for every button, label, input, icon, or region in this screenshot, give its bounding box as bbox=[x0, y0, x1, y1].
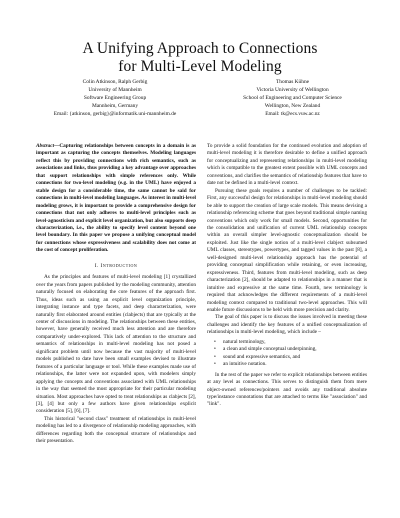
right-column bbox=[207, 143, 367, 409]
body-paragraph-2: Pursuing these goals requires a number of challenges to be tackled: First, any successful design for relationships in multi-level modeling should be able to support the creation of large scale models. This means devising a relationship referencing scheme that goes beyond traditional simple naming conventions which only work for small models. Second, opportunities for the consolidation and unification of current UML relationship concepts within an overall simpler level-agnostic conceptualization should be exploited. Just like the single notion of a multi-level clabject subsumed UML classes, stereotypes, powertypes, and tagged values in the past [8], a well-designed multi-level relationship approach has the potential of providing conceptual simplification while retaining, or even increasing, expressiveness. Third, features from multi-level modeling, such as deep characterization [2], should be adapted to relationships in a manner that is intuitive and expressive at the same time. Fourth, new terminology is required that acknowledges the different requirements of a multi-level modeling context compared to traditional two-level approaches. This will enable future discussions to be held with more precision and clarity. bbox=[207, 187, 367, 313]
author-names: Colin Atkinson, Ralph Gerbig bbox=[82, 79, 148, 85]
list-item: • natural terminology, bbox=[223, 339, 367, 346]
intro-paragraph-2: This historical "second class" treatment of relationships in multi-level modeling has led to a divergence of relationship modeling approaches, with differences regarding both the conceptual structure of relationships and their presentation. bbox=[36, 415, 196, 445]
author-names: Thomas Kühne bbox=[275, 79, 310, 85]
body-paragraph-4: In the rest of the paper we refer to explicit relationships between entities at any level as connections. This serves to distinguish them from mere object-owned references/pointers and avoids any traditional absolute type/instance connotations that are attached to terms like "association" and "link". bbox=[207, 371, 367, 408]
title-line-1: A Unifying Approach to Connections bbox=[82, 40, 318, 57]
abstract-text: —Capturing relationships between concepts in a domain is as important as capturing the concepts themselves. Modeling languages reflect this by providing connections with rich semantics, such as associations and links, thus providing a key advantage over approaches that support relationships with simple references only. While connections for two-level modeling (e.g. in the UML) have enjoyed a stable design for a considerable time, the same cannot be said for connections in multi-level modeling languages. As interest in multi-level modeling grows, it is important to provide a comprehensive design for connections that not only adheres to multi-level principles such as level-agnosticism and explicit level organization, but also supports deep characterization, i.e., the ability to specify level content beyond one level boundary. In this paper we propose a unifying conceptual model for connections whose expressiveness and scalability does not come at the cost of concept proliferation. bbox=[36, 143, 196, 254]
list-item: • sound and expressive semantics, and bbox=[223, 354, 367, 361]
author-group: School of Engineering and Computer Science bbox=[243, 95, 342, 101]
author-email: Email: tk@ecs.vuw.ac.nz bbox=[265, 111, 320, 117]
list-item: • a clean and simple conceptual underpinning, bbox=[223, 346, 367, 353]
section-heading: I. Introduction bbox=[94, 262, 138, 269]
list-item: • an intuitive notation. bbox=[223, 361, 367, 368]
title-line-2: for Multi-Level Modeling bbox=[118, 58, 282, 75]
body-paragraph-3: The goal of this paper is to discuss the issues involved in meeting these challenges and identify the key features of a unified conceptualization of relationships in multi-level modeling, which include – bbox=[207, 314, 367, 336]
author-location: Mannheim, Germany bbox=[91, 103, 139, 109]
abstract bbox=[36, 143, 196, 255]
feature-list bbox=[207, 339, 367, 369]
author-affiliation-2 bbox=[215, 78, 370, 118]
author-institution: University of Mannheim bbox=[88, 87, 142, 93]
intro-paragraph-1: As the principles and features of multi-level modeling [1] crystallized over the years from papers published by the modeling community, attention naturally focused on elaborating the core features of the approach first. Thus, ideas such as using an explicit level organization principle, integrating instance and type facets, and deep characterization, were naturally first elaborated around entities (clabjects) that are typically at the center of discussions in modeling. The relationships between these entities, however, have generally received much less attention and are therefore comparatively under-explored. This lack of attention to the structure and semantics of relationships in multi-level modeling has not posed a significant problem until now because the vast majority of multi-level models published to date have been small examples devised to illustrate features of a particular language or tool. While these examples made use of relationships, the latter were not expanded upon, with modelers simply applying the concepts and conventions associated with UML relationships in the way that seemed the most appropriate for their particular modeling situation. Most approaches have opted to treat relationships as clabjects [2], [3], [4] but only a few authors have given relationships explicit consideration [5], [6], [7]. bbox=[36, 274, 196, 415]
left-column bbox=[36, 143, 196, 446]
author-location: Wellington, New Zealand bbox=[264, 103, 321, 109]
paper-title bbox=[20, 40, 380, 76]
author-affiliation-1 bbox=[30, 78, 200, 118]
author-email: Email: {atkinson, gerbig}@informatik.uni-mannheim.de bbox=[53, 111, 177, 117]
author-group: Software Engineering Group bbox=[83, 95, 147, 101]
body-paragraph-1: To provide a solid foundation for the continued evolution and adoption of multi-level modeling it is therefore desirable to define a unified approach for conceptualizing and representing relationships in multi-level modeling which is compatible to the greatest extent possible with UML concepts and conventions, and clarifies the semantics of relationship features that have to date not be defined in a multi-level context. bbox=[207, 143, 367, 187]
abstract-label: Abstract bbox=[36, 143, 55, 149]
author-institution: Victoria University of Wellington bbox=[256, 87, 329, 93]
